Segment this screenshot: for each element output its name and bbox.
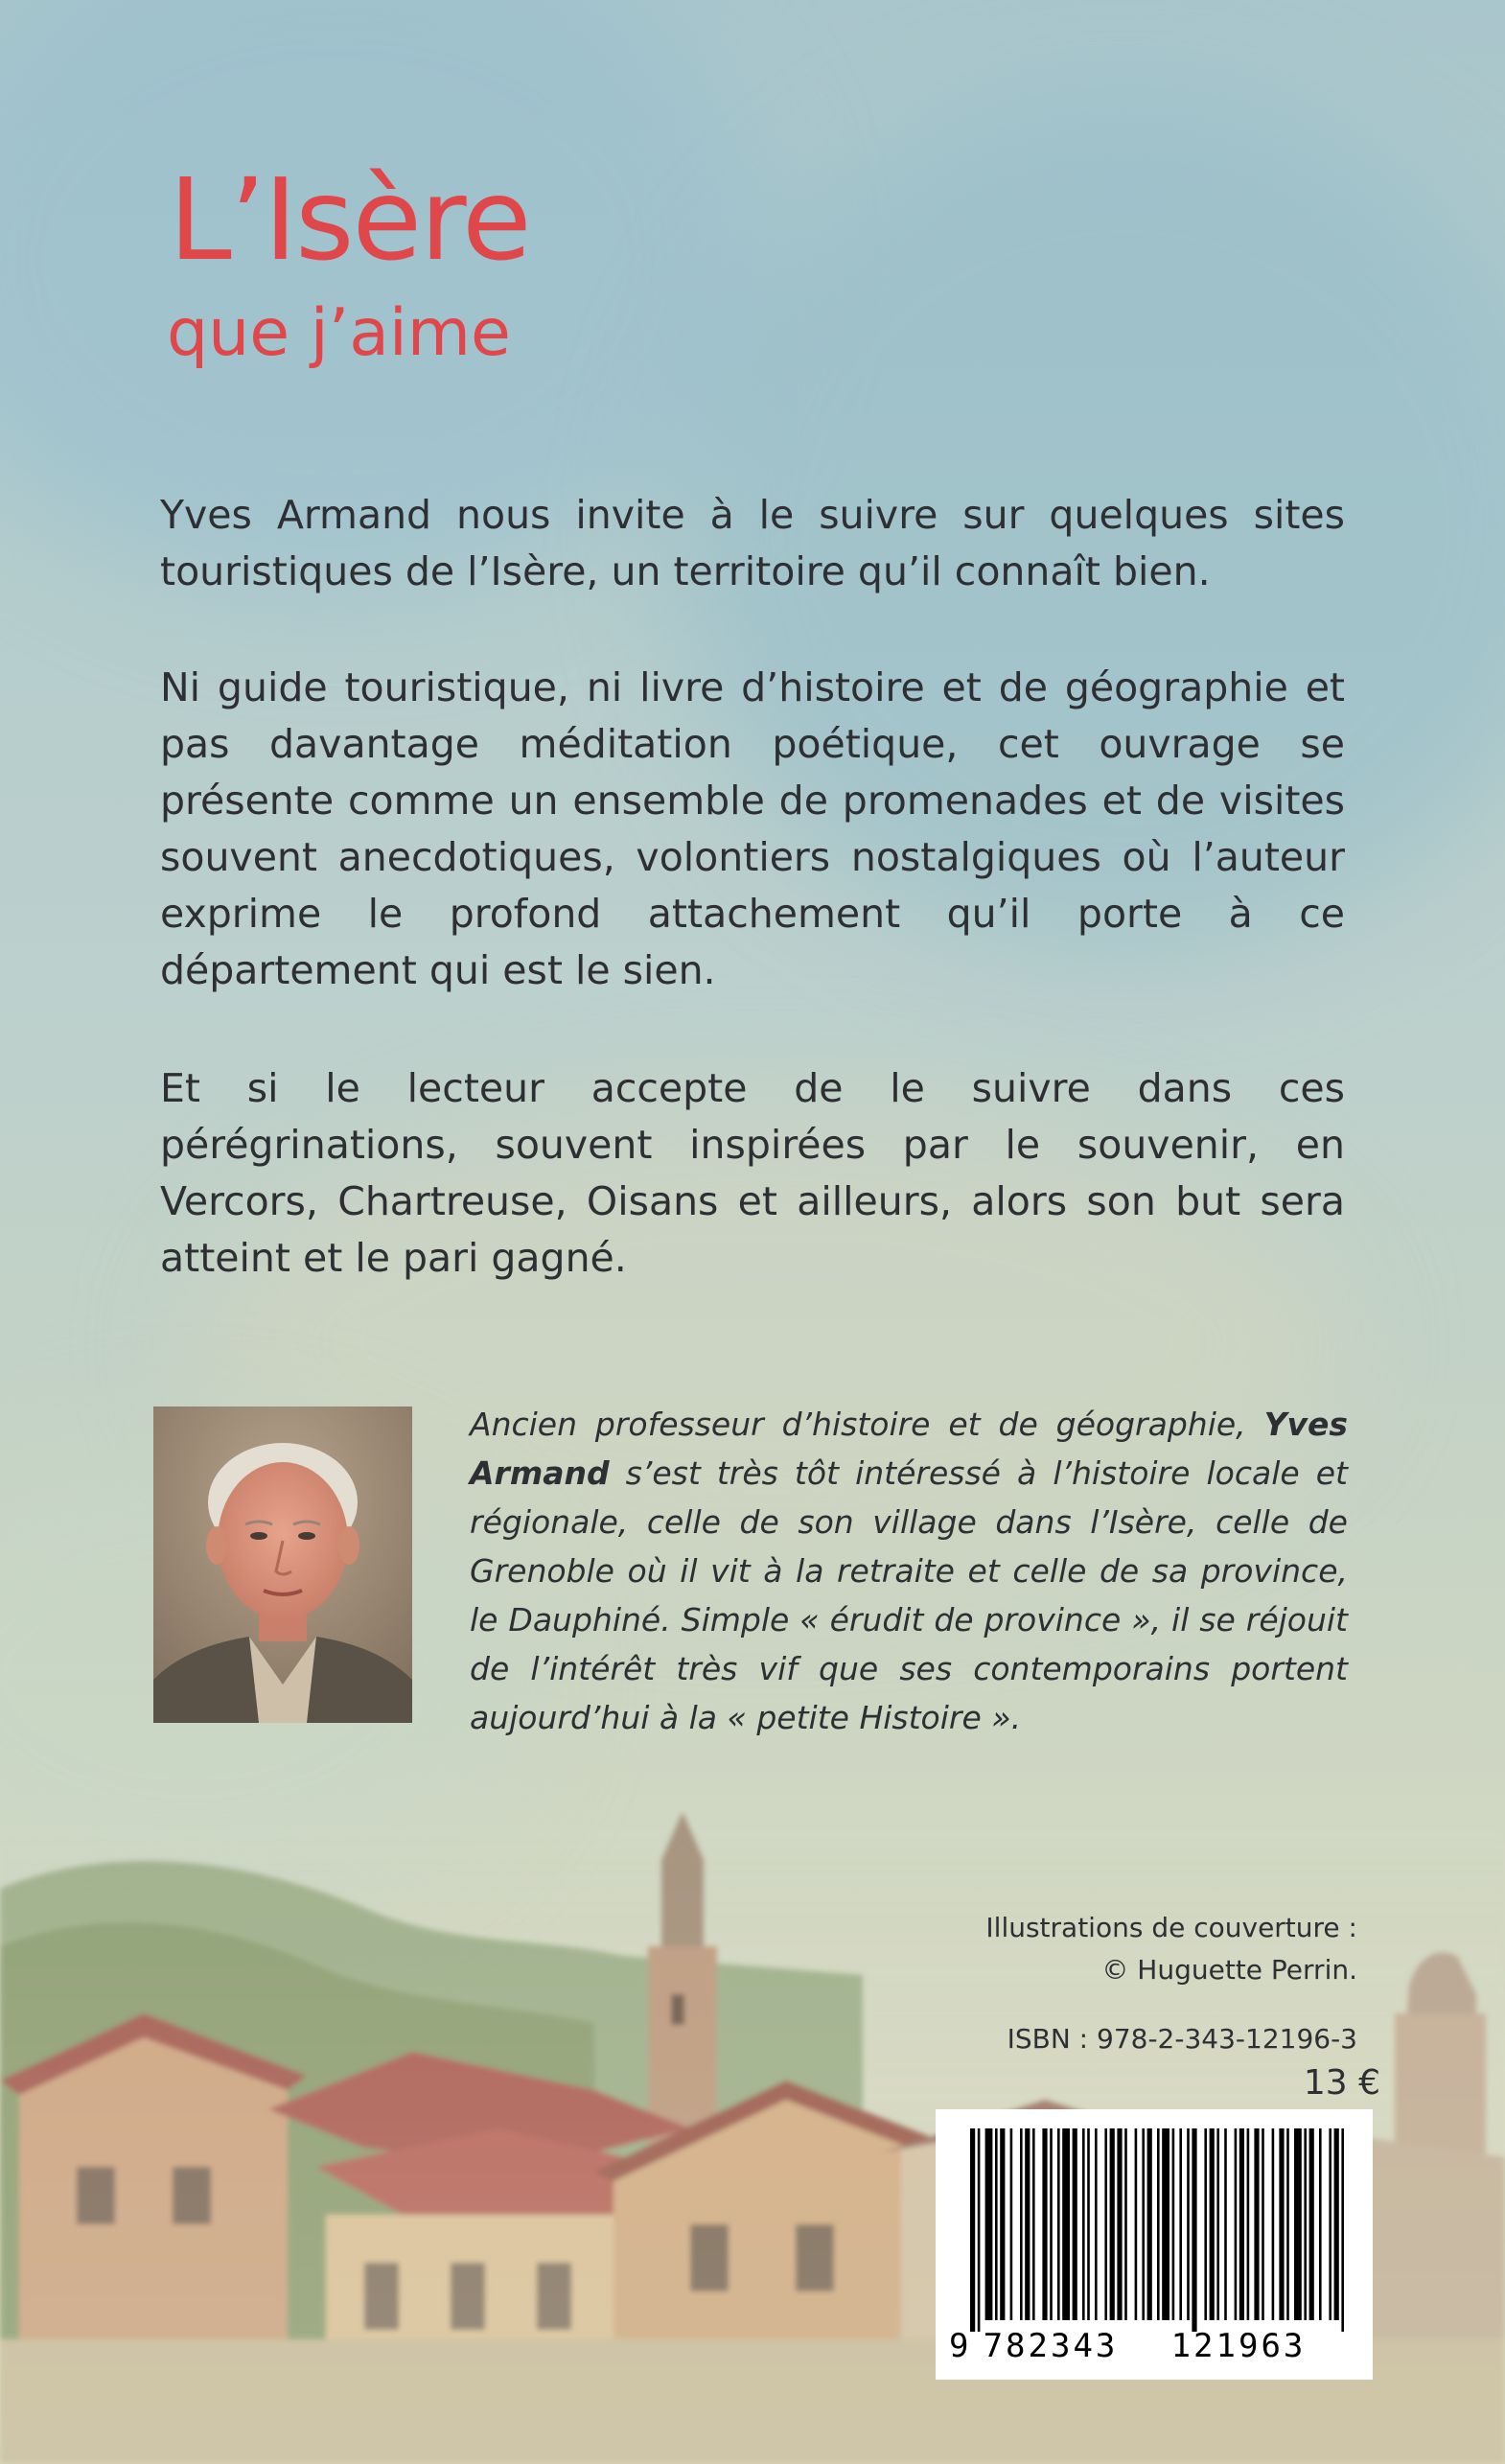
barcode-bar [1179, 2128, 1182, 2320]
barcode-bar [995, 2128, 998, 2320]
barcode-bar [1104, 2128, 1107, 2320]
barcode-digits-right: 121963 [1170, 2327, 1307, 2365]
barcode [936, 2109, 1373, 2380]
barcode-bar [1210, 2128, 1215, 2320]
barcode-digits-lead: 9 [949, 2327, 969, 2365]
barcode-bar [1247, 2128, 1250, 2320]
book-title: L’Isère [169, 153, 530, 286]
barcode-bar [1135, 2128, 1138, 2320]
barcode-bar [1286, 2128, 1289, 2320]
barcode-bar [1262, 2128, 1264, 2320]
description-paragraph: Yves Armand nous invite à le suivre sur quelques sites touristiques de l’Isère, un territoire qu’il connaît bien. [160, 492, 1345, 594]
barcode-bar [1095, 2128, 1098, 2320]
author-name: Yves Armand [470, 1406, 1348, 1492]
barcode-bar [1117, 2128, 1122, 2320]
barcode-bars [970, 2128, 1344, 2332]
barcode-bar [1073, 2128, 1077, 2320]
barcode-bar [1124, 2128, 1127, 2320]
barcode-box [936, 2109, 1373, 2380]
barcode-digits-left: 782343 [983, 2327, 1119, 2365]
barcode-bar [1304, 2128, 1307, 2320]
illustration-credit-label: Illustrations de couverture : [985, 1912, 1357, 1943]
barcode-bar [1319, 2128, 1322, 2320]
price: 13 € [1303, 2063, 1380, 2103]
barcode-bar [1082, 2128, 1085, 2320]
barcode-bar [1192, 2128, 1196, 2332]
barcode-bar [1157, 2128, 1160, 2320]
barcode-bar [1254, 2128, 1259, 2320]
isbn: ISBN : 978-2-343-12196-3 [1007, 2023, 1357, 2055]
barcode-bar [985, 2128, 993, 2320]
barcode-bar [1224, 2128, 1227, 2320]
barcode-bar [1032, 2128, 1035, 2320]
barcode-bar [1235, 2128, 1238, 2320]
barcode-bar [1204, 2128, 1207, 2320]
barcode-bar [1147, 2128, 1152, 2320]
barcode-bar [1042, 2128, 1047, 2320]
barcode-bar [978, 2128, 981, 2332]
barcode-bar [1010, 2128, 1013, 2320]
barcode-bar [1239, 2128, 1244, 2320]
barcode-bar [1062, 2128, 1070, 2320]
author-bio-intro: Ancien professeur d’histoire et de géographie, [470, 1406, 1246, 1443]
barcode-bar [1162, 2128, 1169, 2320]
barcode-bar [1329, 2128, 1331, 2320]
author-photo [153, 1406, 412, 1723]
barcode-bar [1334, 2128, 1339, 2320]
barcode-bar [970, 2128, 975, 2332]
author-bio-rest: s’est très tôt intéressé à l’histoire locale et régionale, celle de son village dans l’Isère, celle de Grenoble où il vit à la retraite et celle de sa province, le Dauphiné. Simple « érudit de province », il se réjouit de l’intérêt très vif que ses contemporains portent aujourd’hui à la « petite Histoire ». [470, 1454, 1348, 1736]
description-paragraph: Ni guide touristique, ni livre d’histoire et de géographie et pas davantage méditation poétique, cet ouvrage se présente comme un ensemble de promenades et de visites souvent anecdotiques, volontiers nostalgiques où l’auteur exprime le profond attachement qu’il porte à ce département qui est le sien. [160, 664, 1345, 993]
description-paragraph: Et si le lecteur accepte de le suivre dans ces pérégrinations, souvent inspirées par le souvenir, en Vercors, Chartreuse, Oisans et ailleurs, alors son but sera atteint et le pari gagné. [160, 1065, 1345, 1281]
barcode-bar [1110, 2128, 1115, 2320]
barcode-bar [1050, 2128, 1053, 2320]
barcode-bar [1172, 2128, 1175, 2320]
barcode-bar [1279, 2128, 1284, 2320]
author-biography [470, 1400, 1348, 1742]
author-portrait-drawing [153, 1406, 412, 1723]
barcode-bar [1272, 2128, 1275, 2320]
barcode-bar [1341, 2128, 1344, 2332]
barcode-bar [1025, 2128, 1030, 2320]
barcode-bar [1000, 2128, 1005, 2320]
barcode-bar [1057, 2128, 1060, 2320]
barcode-bar [1309, 2128, 1314, 2320]
barcode-bar [1187, 2128, 1190, 2320]
barcode-bar [1020, 2128, 1023, 2320]
barcode-bar [1294, 2128, 1302, 2320]
barcode-bar [1216, 2128, 1219, 2320]
barcode-bar [1087, 2128, 1090, 2320]
barcode-bar [1142, 2128, 1145, 2320]
illustration-credit-name: © Huguette Perrin. [1101, 1954, 1357, 1986]
book-subtitle: que j’aime [167, 295, 511, 371]
